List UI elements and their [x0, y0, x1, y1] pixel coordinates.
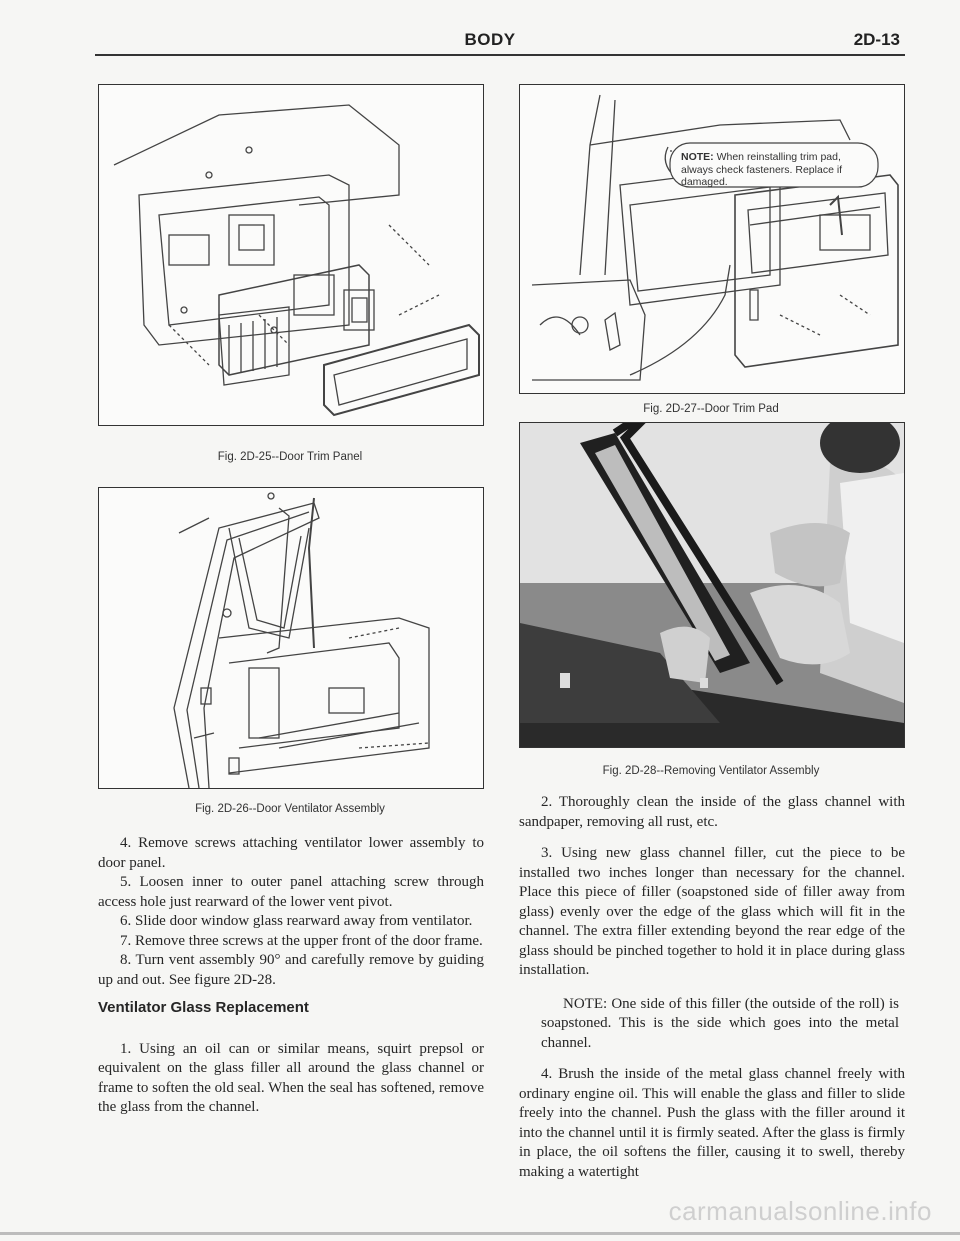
left-text-column	[98, 834, 484, 1118]
header-rule	[95, 54, 905, 56]
ventilator-assembly-illustration	[99, 488, 483, 788]
step-6-text: 6. Slide door window glass rearward away from ventilator.	[120, 913, 473, 929]
removing-ventilator-photo	[520, 423, 904, 747]
bottom-edge-rule	[0, 1232, 960, 1235]
step-4-text: 4. Remove screws attaching ventilator lower assembly to door panel.	[98, 835, 484, 871]
step-5-text: 5. Loosen inner to outer panel attaching screw through access hole just rearward of the lower vent pivot.	[98, 874, 484, 910]
caption-fig-2d-26: Fig. 2D-26--Door Ventilator Assembly	[195, 803, 385, 815]
door-trim-panel-illustration	[99, 85, 483, 425]
figure-removing-ventilator-photo	[519, 422, 905, 748]
figure-door-ventilator-assembly	[98, 487, 484, 789]
page-number: 2D-13	[853, 30, 900, 49]
caption-fig-2d-28: Fig. 2D-28--Removing Ventilator Assembly	[602, 765, 820, 777]
site-watermark: carmanualsonline.info	[668, 1196, 932, 1226]
step-8-text: 8. Turn vent assembly 90° and carefully remove by guiding up and out. See figure 2D-28.	[98, 952, 484, 988]
note-callout-label: NOTE:	[681, 151, 714, 163]
glass-step-2-text: 2. Thoroughly clean the inside of the glass channel with sandpaper, removing all rust, etc.	[519, 794, 905, 830]
glass-step-1-text: 1. Using an oil can or similar means, squirt prepsol or equivalent on the glass filler all around the glass channel or frame to soften the old seal. When the seal has softened, remove the glass from the channel.	[98, 1040, 484, 1115]
door-trim-pad-illustration	[520, 85, 904, 393]
caption-fig-2d-25: Fig. 2D-25--Door Trim Panel	[217, 451, 363, 463]
figure-door-trim-pad	[519, 84, 905, 394]
figure-door-trim-panel	[98, 84, 484, 426]
glass-step-4-text: 4. Brush the inside of the metal glass channel freely with ordinary engine oil. This will enable the glass and filler to slide freely into the channel. Push the glass with the filler around it into the channel until it is firmly seated. After the glass is firmly in place, the oil softens the filler, causing it to swell, thereby making a watertight	[519, 1066, 905, 1180]
step-7-text: 7. Remove three screws at the upper front of the door frame.	[120, 932, 483, 949]
caption-fig-2d-27: Fig. 2D-27--Door Trim Pad	[643, 403, 779, 415]
trim-pad-note-callout	[681, 151, 856, 189]
note-callout-text: When reinstalling trim pad, always check fasteners. Replace if damaged.	[681, 151, 843, 188]
soapstone-note-text: NOTE: One side of this filler (the outside of the roll) is soapstoned. This is the side which goes into the metal channel.	[541, 995, 899, 1051]
section-heading-ventilator-glass: Ventilator Glass Replacement	[98, 999, 309, 1016]
right-text-column	[519, 793, 905, 1182]
glass-step-3-text: 3. Using new glass channel filler, cut the piece to be installed two inches longer than necessary for the channel. Place this piece of filler (soapstoned side of filler away from glass) evenly over the edge of the glass which will fit in the channel. The extra filler extending beyond the rear edge of the glass should be pinched together to hold it in place during glass installation.	[519, 845, 905, 978]
running-header-title: BODY	[464, 30, 516, 49]
